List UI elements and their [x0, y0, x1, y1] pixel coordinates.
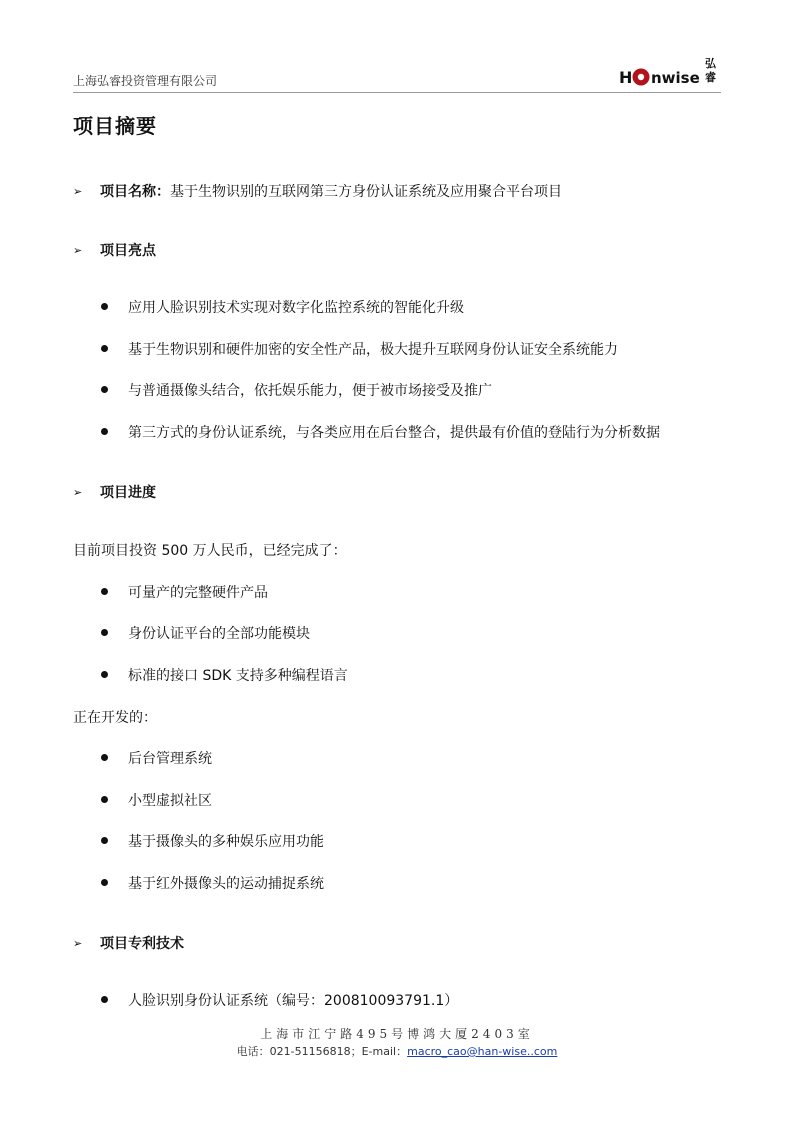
developing-item: 基于红外摄像头的运动捕捉系统 [128, 876, 324, 892]
bullet-dot-icon [101, 386, 108, 393]
svg-text:nwise: nwise [651, 69, 700, 87]
completed-item: 身份认证平台的全部功能模块 [128, 626, 310, 642]
company-logo [619, 52, 725, 94]
highlight-item: 应用人脸识别技术实现对数字化监控系统的智能化升级 [128, 300, 464, 316]
developing-item: 后台管理系统 [128, 751, 212, 767]
bullet-dot-icon [101, 996, 108, 1003]
email-link[interactable]: macro_cao@han-wise..com [407, 1045, 558, 1058]
arrow-bullet-icon: ➢ [73, 244, 83, 257]
progress-intro: 目前项目投资 500 万人民币，已经完成了： [73, 543, 347, 559]
svg-text:H: H [619, 68, 633, 87]
highlight-item: 第三方式的身份认证系统，与各类应用在后台整合，提供最有价值的登陆行为分析数据 [128, 425, 660, 441]
hanwise-logo-icon [619, 52, 725, 94]
footer-tel-label: 电话：021-51156818；E-mail： [236, 1045, 408, 1058]
bullet-dot-icon [101, 345, 108, 352]
arrow-bullet-icon: ➢ [73, 185, 83, 198]
arrow-bullet-icon: ➢ [73, 486, 83, 499]
patents-heading: 项目专利技术 [100, 936, 184, 952]
bullet-dot-icon [101, 671, 108, 678]
page-title: 项目摘要 [73, 114, 157, 138]
bullet-dot-icon [101, 428, 108, 435]
footer-contact [0, 1043, 794, 1059]
arrow-bullet-icon: ➢ [73, 937, 83, 950]
completed-item: 标准的接口 SDK 支持多种编程语言 [128, 668, 348, 684]
project-name-value: 基于生物识别的互联网第三方身份认证系统及应用聚合平台项目 [170, 184, 562, 200]
bullet-dot-icon [101, 629, 108, 636]
bullet-dot-icon [101, 303, 108, 310]
highlight-item: 基于生物识别和硬件加密的安全性产品，极大提升互联网身份认证安全系统能力 [128, 342, 618, 358]
developing-intro: 正在开发的： [73, 710, 157, 726]
footer-address: 上海市江宁路495号博鸿大厦2403室 [260, 1027, 534, 1041]
project-name-line [100, 181, 562, 201]
bullet-dot-icon [101, 754, 108, 761]
svg-text:睿: 睿 [705, 71, 716, 84]
bullet-dot-icon [101, 837, 108, 844]
bullet-dot-icon [101, 796, 108, 803]
developing-item: 小型虚拟社区 [128, 793, 212, 809]
highlights-heading: 项目亮点 [100, 243, 156, 259]
developing-item: 基于摄像头的多种娱乐应用功能 [128, 834, 324, 850]
project-name-label: 项目名称： [100, 184, 170, 200]
patent-item: 人脸识别身份认证系统（编号：200810093791.1） [128, 993, 459, 1009]
svg-text:弘: 弘 [705, 57, 716, 70]
bullet-dot-icon [101, 588, 108, 595]
progress-heading: 项目进度 [100, 485, 156, 501]
header-divider [73, 92, 721, 93]
completed-item: 可量产的完整硬件产品 [128, 585, 268, 601]
bullet-dot-icon [101, 879, 108, 886]
header-company-name: 上海弘睿投资管理有限公司 [73, 74, 218, 88]
highlight-item: 与普通摄像头结合，依托娱乐能力，便于被市场接受及推广 [128, 383, 492, 399]
